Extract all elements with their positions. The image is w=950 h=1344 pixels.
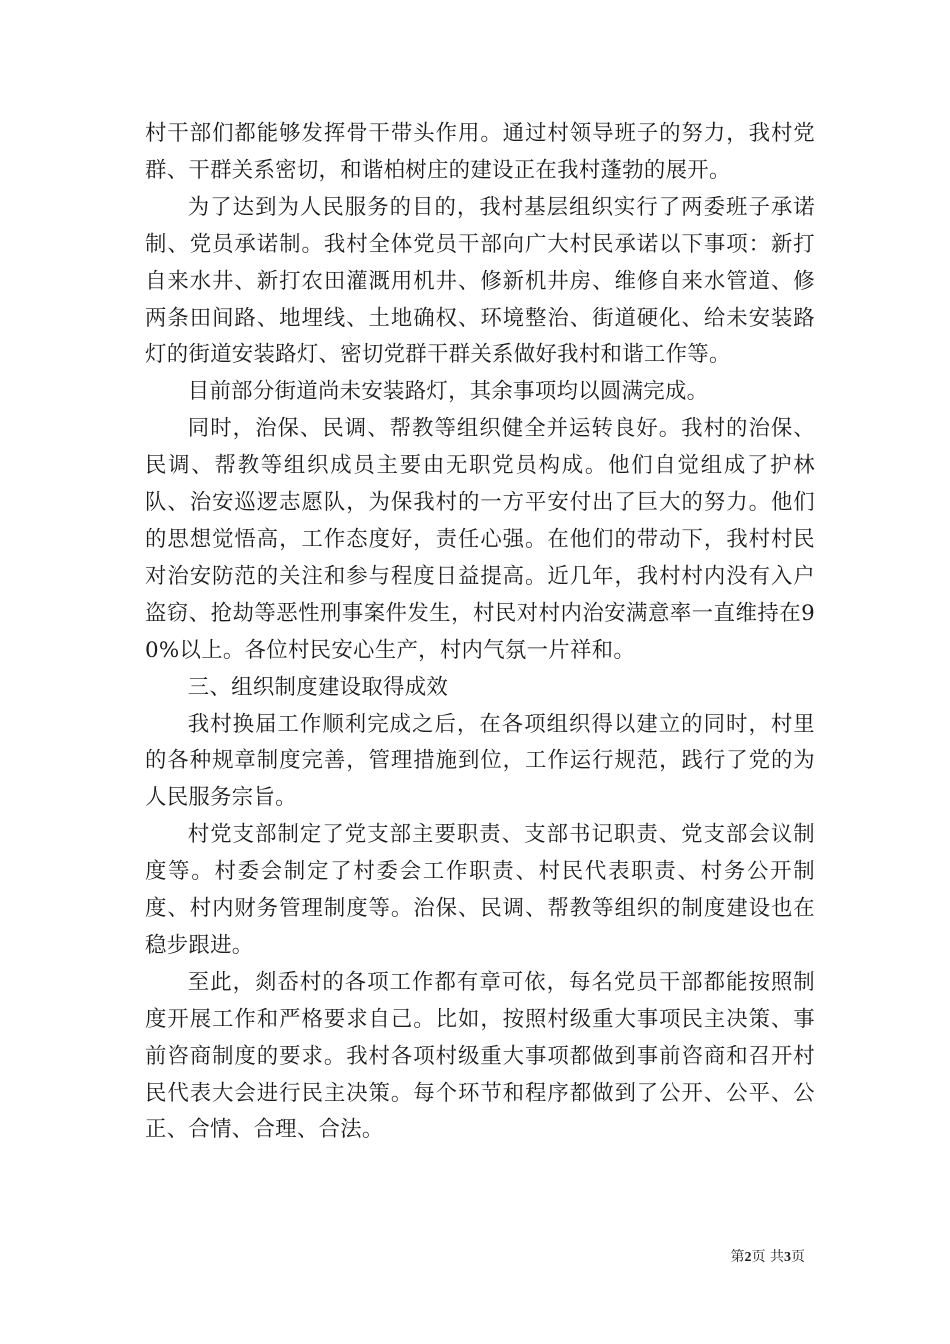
paragraph-security: 同时，治保、民调、帮教等组织健全并运转良好。我村的治保、民调、帮教等组织成员主要由无职党员构成。他们自觉组成了护林队、治安巡逻志愿队，为保我村的一方平安付出了巨大的努力。他们的思想觉悟高，工作态度好，责任心强。在他们的带动下，我村村民对治安防范的关注和参与程度日益提高。近几年，我村村内没有入户盗窃、抢劫等恶性刑事案件发生，村民对村内治安满意率一直维持在90%以上。各位村民安心生产，村内气氛一片祥和。 — [145, 416, 815, 663]
paragraph-streetlights: 目前部分街道尚未安装路灯，其余事项均以圆满完成。 — [187, 379, 709, 405]
footer-middle: 页 共 — [751, 1249, 784, 1265]
footer-suffix: 页 — [791, 1249, 805, 1265]
document-body — [145, 116, 815, 1149]
footer-prefix: 第 — [730, 1249, 745, 1265]
paragraph-commitments: 为了达到为人民服务的目的，我村基层组织实行了两委班子承诺制、党员承诺制。我村全体党员干部向广大村民承诺以下事项：新打自来水井、新打农田灌溉用机井、修新机井房、维修自来水管道、修两条田间路、地埋线、土地确权、环境整治、街道硬化、给未安装路灯的街道安装路灯、密切党群干群关系做好我村和谐工作等。 — [145, 194, 815, 368]
section-heading: 三、组织制度建设取得成效 — [187, 674, 449, 700]
paragraph-conclusion: 至此，剡岙村的各项工作都有章可依，每名党员干部都能按照制度开展工作和严格要求自己。比如，按照村级重大事项民主决策、事前咨商制度的要求。我村各项村级重大事项都做到事前咨商和召开村民代表大会进行民主决策。每个环节和程序都做到了公开、公平、公正、合情、合理、合法。 — [145, 969, 815, 1143]
footer-total-pages: 3 — [784, 1250, 791, 1265]
page-number-footer — [731, 1248, 805, 1267]
paragraph-regulations: 我村换届工作顺利完成之后，在各项组织得以建立的同时，村里的各种规章制度完善，管理措施到位，工作运行规范，践行了党的为人民服务宗旨。 — [145, 711, 815, 811]
paragraph-party-branch: 村党支部制定了党支部主要职责、支部书记职责、党支部会议制度等。村委会制定了村委会工作职责、村民代表职责、村务公开制度、村内财务管理制度等。治保、民调、帮教等组织的制度建设也在稳步跟进。 — [145, 822, 815, 958]
footer-current-page: 2 — [744, 1250, 752, 1265]
paragraph-continued: 村干部们都能够发挥骨干带头作用。通过村领导班子的努力，我村党群、干群关系密切，和谐柏树庄的建设正在我村蓬勃的展开。 — [145, 121, 815, 183]
